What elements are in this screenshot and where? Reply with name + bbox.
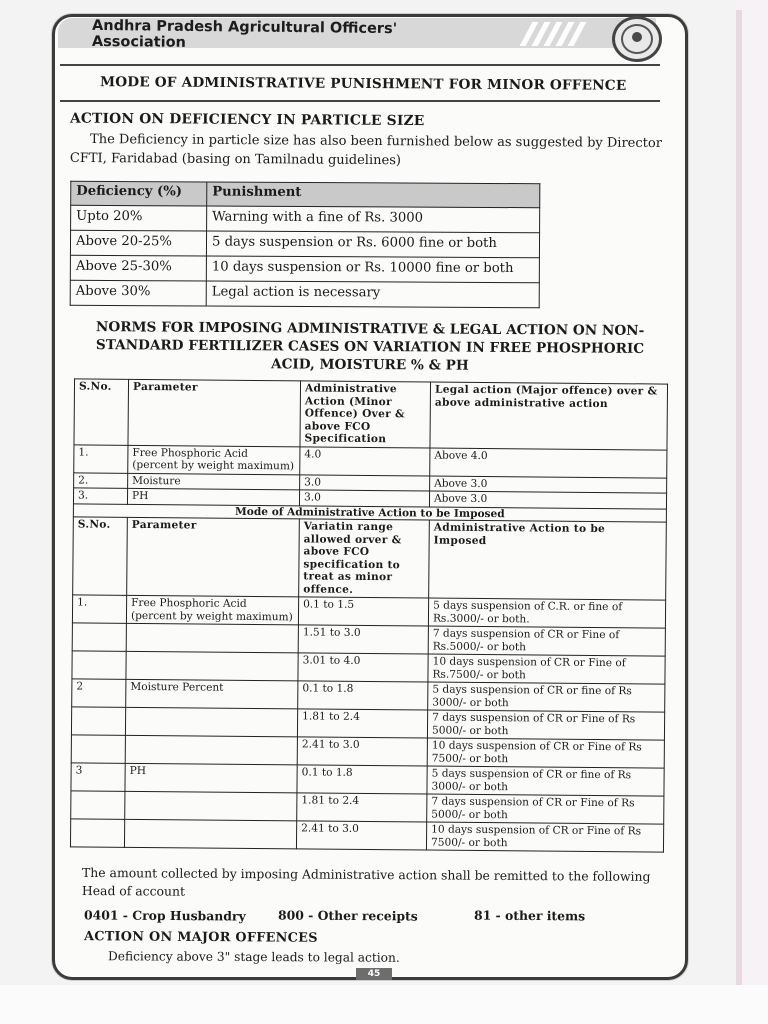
- table-cell: [72, 651, 126, 679]
- column-header: Punishment: [207, 182, 540, 208]
- table-cell: 1.: [72, 595, 126, 623]
- header-stripes: [518, 22, 598, 46]
- association-name: Andhra Pradesh Agricultural Officers' Association: [91, 17, 398, 51]
- table-cell: [124, 819, 296, 848]
- table-row: [70, 255, 539, 282]
- table-cell: 3.0: [300, 474, 430, 491]
- table-cell: Upto 20%: [71, 205, 207, 231]
- table-cell: PH: [125, 763, 297, 792]
- table-cell: 3.0: [299, 490, 429, 507]
- table-cell: 0.1 to 1.8: [298, 681, 428, 710]
- particle-size-table: [70, 181, 541, 308]
- table-cell: Moisture: [128, 473, 300, 490]
- table-cell: 10 days suspension of CR or Fine of Rs 7500/- or both: [427, 738, 664, 768]
- table-cell: [71, 707, 125, 735]
- column-header: Parameter: [128, 379, 301, 446]
- column-header: Deficiency (%): [71, 181, 207, 206]
- norms-heading: NORMS FOR IMPOSING ADMINISTRATIVE & LEGAL ACTION ON NON-STANDARD FERTILIZER CASES ON VARIATION IN FREE PHOSPHORIC ACID, MOISTURE % & PH: [95, 319, 645, 374]
- table-cell: Legal action is necessary: [206, 281, 539, 308]
- table-cell: 10 days suspension of CR or Fine of Rs 7500/- or both: [426, 822, 663, 852]
- table-cell: [125, 735, 297, 764]
- table-cell: 10 days suspension or Rs. 10000 fine or both: [206, 256, 539, 283]
- title-rule: [60, 100, 660, 102]
- table-row: [71, 205, 540, 232]
- table-cell: 3.01 to 4.0: [298, 653, 428, 682]
- table-cell: 0.1 to 1.8: [297, 765, 427, 794]
- table-row: [70, 230, 539, 257]
- table-header-row: [71, 181, 540, 207]
- table-cell: 1.51 to 3.0: [298, 625, 428, 654]
- adjacent-page-edge: [736, 0, 768, 1024]
- table-cell: 2.41 to 3.0: [297, 737, 427, 766]
- table-band: Mode of Administrative Action to be Imposed: [73, 503, 666, 522]
- table-cell: Above 3.0: [429, 491, 666, 509]
- particle-size-heading: ACTION ON DEFICIENCY IN PARTICLE SIZE: [69, 110, 425, 130]
- table-cell: [126, 623, 298, 652]
- table-cell: 2.41 to 3.0: [296, 821, 426, 850]
- account-code-major-head: 0401 - Crop Husbandry: [83, 907, 246, 924]
- table-cell: Above 20-25%: [70, 230, 206, 256]
- table-cell: [125, 791, 297, 820]
- page-number: 45: [356, 968, 392, 980]
- table-cell: [125, 707, 297, 736]
- table-cell: Free Phosphoric Acid (percent by weight maximum): [126, 595, 298, 624]
- table-cell: 3: [71, 763, 125, 791]
- table-cell: Above 30%: [70, 280, 206, 306]
- table-cell: 2: [72, 679, 126, 707]
- table-cell: Above 4.0: [430, 448, 667, 478]
- bottom-margin: [0, 985, 768, 1024]
- table-cell: 4.0: [300, 446, 430, 475]
- table-cell: 7 days suspension of CR or Fine of Rs.5000/- or both: [428, 626, 665, 656]
- table-row: [70, 819, 663, 852]
- table-cell: 1.: [74, 444, 128, 472]
- table-cell: 1.81 to 2.4: [297, 793, 427, 822]
- table-cell: 7 days suspension of CR or Fine of Rs 5000/- or both: [427, 710, 664, 740]
- table-cell: Warning with a fine of Rs. 3000: [207, 206, 540, 233]
- column-header: Parameter: [127, 517, 300, 596]
- table-cell: 5 days suspension of C.R. or fine of Rs.3000/- or both.: [428, 598, 665, 628]
- remittance-text: The amount collected by imposing Administrative action shall be remitted to the following Head of account: [81, 864, 651, 899]
- column-header: Variatin range allowed orver & above FCO specification to treat as minor offence.: [299, 519, 430, 598]
- table-cell: 1.81 to 2.4: [297, 709, 427, 738]
- table-header-row: [73, 517, 667, 600]
- column-header: Administrative Action (Minor Offence) Over & above FCO Specification: [300, 381, 431, 448]
- account-code-sub-head: 81 - other items: [473, 907, 586, 924]
- account-code-minor-head: 800 - Other receipts: [277, 907, 418, 924]
- column-header: S.No.: [73, 517, 128, 595]
- table-row: [70, 280, 539, 307]
- table-cell: Free Phosphoric Acid (percent by weight maximum): [128, 445, 300, 474]
- table-cell: [71, 791, 125, 819]
- table-cell: 3.: [73, 488, 127, 504]
- page-title: MODE OF ADMINISTRATIVE PUNISHMENT FOR MINOR OFFENCE: [99, 74, 627, 94]
- table-cell: 0.1 to 1.5: [298, 597, 428, 626]
- norms-table: [70, 378, 668, 852]
- table-cell: Above 3.0: [430, 476, 667, 494]
- table-cell: 5 days suspension of CR or fine of Rs 3000/- or both: [427, 766, 664, 796]
- particle-size-intro: The Deficiency in particle size has also been furnished below as suggested by Director CFTI, Faridabad (basing on Tamilnadu guidelines): [69, 132, 663, 169]
- column-header: Legal action (Major offence) over & above administrative action: [430, 382, 668, 450]
- header-rule: [60, 64, 660, 66]
- table-header-row: [74, 379, 668, 450]
- table-cell: [71, 735, 125, 763]
- table-cell: Above 25-30%: [70, 255, 206, 281]
- table-cell: PH: [127, 488, 299, 505]
- table-cell: [70, 819, 124, 847]
- association-emblem-icon: [612, 16, 662, 62]
- column-header: S.No.: [74, 379, 129, 445]
- major-offences-heading: ACTION ON MAJOR OFFENCES: [83, 929, 318, 946]
- table-cell: 5 days suspension of CR or fine of Rs 3000/- or both: [428, 682, 665, 712]
- major-offences-text: Deficiency above 3" stage leads to legal action.: [107, 949, 400, 965]
- table-cell: [72, 623, 126, 651]
- table-cell: 7 days suspension of CR or Fine of Rs 5000/- or both: [427, 794, 664, 824]
- table-cell: 10 days suspension of CR or Fine of Rs.7500/- or both: [428, 654, 665, 684]
- table-cell: [126, 651, 298, 680]
- table-cell: 2.: [74, 472, 128, 488]
- table-cell: Moisture Percent: [126, 679, 298, 708]
- table-cell: 5 days suspension or Rs. 6000 fine or both: [206, 231, 539, 258]
- column-header: Administrative Action to be Imposed: [429, 520, 667, 600]
